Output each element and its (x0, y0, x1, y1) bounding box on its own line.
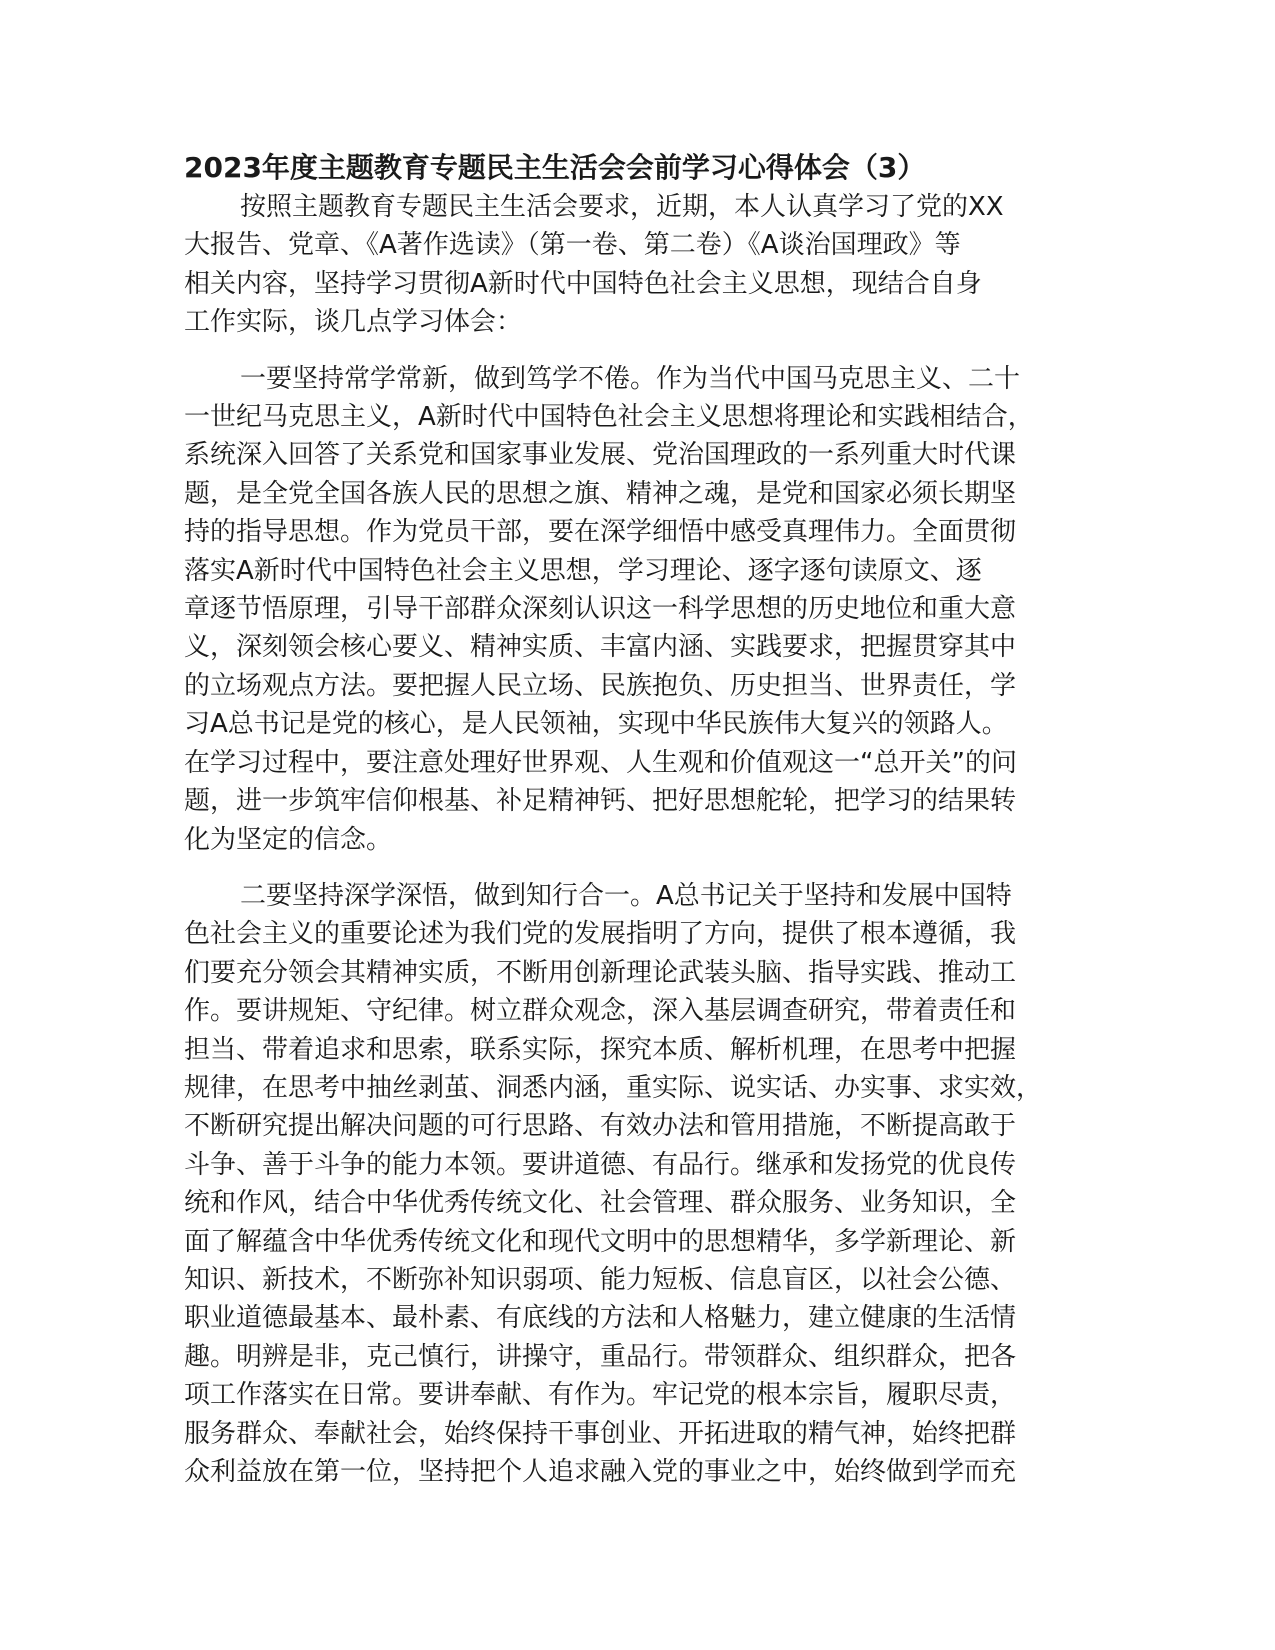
paragraph-line: 题，进一步筑牢信仰根基、补足精神钙、把好思想舵轮，把学习的结果转 (184, 786, 1017, 817)
paragraph-line: 相关内容，坚持学习贯彻A新时代中国特色社会主义思想，现结合自身 (184, 268, 982, 299)
document-title: 2023年度主题教育专题民主生活会会前学习心得体会（3） (184, 151, 926, 184)
paragraph-line: 色社会主义的重要论述为我们党的发展指明了方向，提供了根本遵循，我 (184, 919, 1017, 950)
paragraph-line: 服务群众、奉献社会，始终保持干事创业、开拓进取的精气神，始终把群 (184, 1418, 1017, 1449)
paragraph-line: 一世纪马克思主义，A新时代中国特色社会主义思想将理论和实践相结合， (184, 402, 1034, 433)
paragraph-spacer (184, 342, 1090, 360)
paragraph-line: 一要坚持常学常新，做到笃学不倦。作为当代中国马克思主义、二十 (240, 363, 1021, 394)
paragraph-line: 二要坚持深学深悟，做到知行合一。A总书记关于坚持和发展中国特 (240, 880, 1012, 911)
paragraph-line: 担当、带着追求和思索，联系实际，探究本质、解析机理，在思考中把握 (184, 1034, 1017, 1065)
paragraph-line: 章逐节悟原理，引导干部群众深刻认识这一科学思想的历史地位和重大意 (184, 594, 1017, 625)
paragraph-line: 的立场观点方法。要把握人民立场、民族抱负、历史担当、世界责任，学 (184, 670, 1017, 701)
paragraph-line: 持的指导思想。作为党员干部，要在深学细悟中感受真理伟力。全面贯彻 (184, 517, 1017, 548)
paragraph-line: 系统深入回答了关系党和国家事业发展、党治国理政的一系列重大时代课 (184, 440, 1017, 471)
paragraph-line: 职业道德最基本、最朴素、有底线的方法和人格魅力，建立健康的生活情 (184, 1303, 1017, 1334)
paragraph-spacer (184, 859, 1090, 877)
paragraph-line: 不断研究提出解决问题的可行思路、有效办法和管用措施，不断提高敢于 (184, 1111, 1017, 1142)
paragraph-line: 落实A新时代中国特色社会主义思想，学习理论、逐字逐句读原文、逐 (184, 555, 982, 586)
paragraph-point-two (184, 877, 1090, 1492)
paragraph-line: 面了解蕴含中华优秀传统文化和现代文明中的思想精华，多学新理论、新 (184, 1226, 1017, 1257)
paragraph-line: 作。要讲规矩、守纪律。树立群众观念，深入基层调查研究，带着责任和 (184, 996, 1017, 1027)
paragraph-line: 趣。明辨是非，克己慎行，讲操守，重品行。带领群众、组织群众，把各 (184, 1341, 1017, 1372)
paragraph-line: 题，是全党全国各族人民的思想之旗、精神之魂，是党和国家必须长期坚 (184, 478, 1017, 509)
paragraph-line: 斗争、善于斗争的能力本领。要讲道德、有品行。继承和发扬党的优良传 (184, 1149, 1017, 1180)
paragraph-line: 工作实际，谈几点学习体会： (184, 307, 523, 338)
paragraph-line: 统和作风，结合中华优秀传统文化、社会管理、群众服务、业务知识，全 (184, 1188, 1017, 1219)
paragraph-line: 众利益放在第一位，坚持把个人追求融入党的事业之中，始终做到学而充 (184, 1457, 1017, 1487)
paragraph-line: 在学习过程中，要注意处理好世界观、人生观和价值观这一“总开关”的问 (184, 747, 1017, 778)
paragraph-line: 义，深刻领会核心要义、精神实质、丰富内涵、实践要求，把握贯穿其中 (184, 632, 1017, 663)
paragraph-line: 化为坚定的信念。 (184, 824, 393, 855)
document-page (184, 148, 1090, 1491)
paragraph-line: 们要充分领会其精神实质，不断用创新理论武装头脑、指导实践、推动工 (184, 957, 1017, 988)
paragraph-line: 知识、新技术，不断弥补知识弱项、能力短板、信息盲区，以社会公德、 (184, 1264, 1017, 1295)
paragraph-intro (184, 188, 1090, 342)
paragraph-line: 按照主题教育专题民主生活会要求，近期，本人认真学习了党的XX (240, 192, 1004, 222)
paragraph-line: 规律，在思考中抽丝剥茧、洞悉内涵，重实际、说实话、办实事、求实效， (184, 1072, 1043, 1103)
paragraph-line: 习A总书记是党的核心，是人民领袖，实现中华民族伟大复兴的领路人。 (184, 709, 1008, 740)
paragraph-line: 项工作落实在日常。要讲奉献、有作为。牢记党的根本宗旨，履职尽责， (184, 1380, 1017, 1411)
paragraph-line: 大报告、党章、《A著作选读》（第一卷、第二卷）《A谈治国理政》等 (184, 230, 961, 261)
paragraph-point-one (184, 360, 1090, 859)
